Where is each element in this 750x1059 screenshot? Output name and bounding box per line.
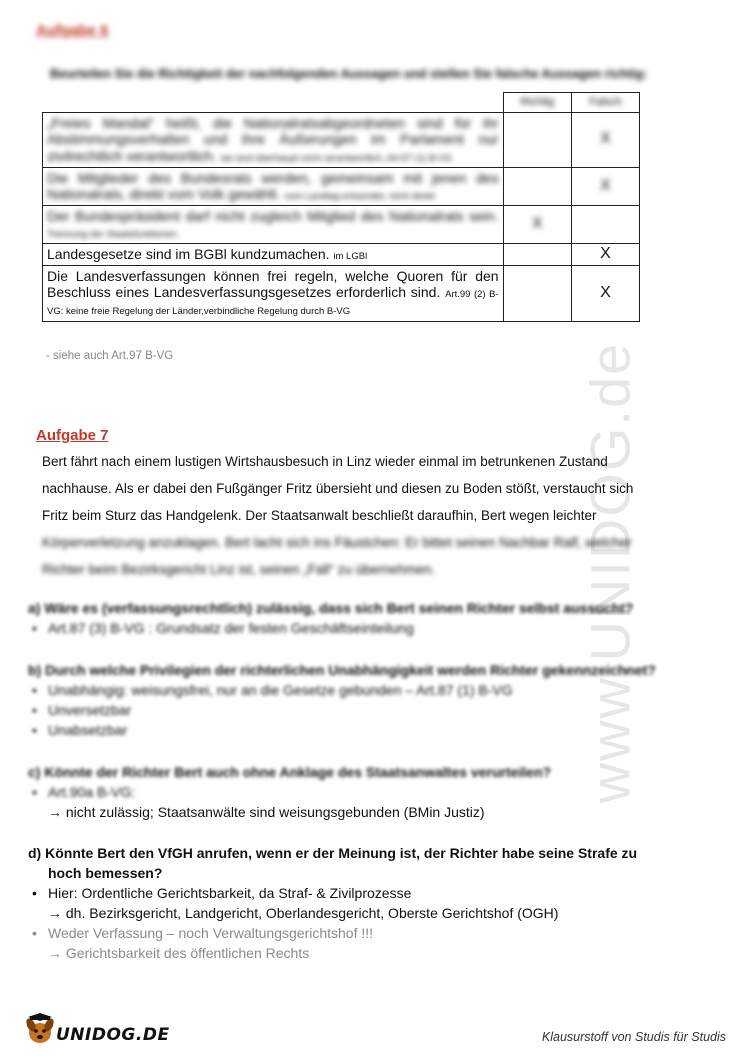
statement-text: Landesgesetze sind im BGBl kundzumachen. <box>47 245 330 262</box>
statement-note: sie sind überhaupt nicht verantwortlich, Art.57 (1) B-VG <box>220 153 453 164</box>
answer-arrow: → dh. Bezirksgericht, Landgericht, Oberlandesgericht, Oberste Gerichtshof (OGH) <box>48 905 559 921</box>
question-b <box>28 662 688 742</box>
table-row <box>43 167 640 205</box>
logo-text: UNIDOG.DE <box>56 1025 170 1045</box>
answer-bullet: • Art.87 (3) B-VG : Grundsatz der festen Geschäftseinteilung <box>28 620 688 640</box>
statement-text: Die Mitglieder des Bundesrats werden, gemeinsam mit jenen des Nationalrats, direkt vom Volk gewählt. <box>47 169 499 203</box>
mark-falsch: X <box>571 243 639 265</box>
answer-bullet: • Unabhängig: weisungsfrei, nur an die Gesetze gebunden – Art.87 (1) B-VG <box>28 682 688 702</box>
table-row <box>43 265 640 321</box>
statement-note: Art.99 (2) B-VG: keine freie Regelung der Länder,verbindliche Regelung durch B-VG <box>47 289 499 317</box>
column-richtig: Richtig <box>503 93 571 113</box>
text-line-blurred: Körperverletzung anzuklagen. Bert lacht sich ins Fäustchen: Er bittet seinen Nachbar Ralf, welcher <box>42 535 632 550</box>
statement-text: Die Landesverfassungen können frei regeln, welche Quoren für den Beschluss eines Landesverfassungsgesetzes erforderlich sind. <box>47 267 499 301</box>
aufgabe7-title: Aufgabe 7 <box>36 427 109 444</box>
answer-arrow: → Gerichtsbarkeit des öffentlichen Rechts <box>48 945 310 961</box>
table-header-row <box>43 93 640 113</box>
statements-table <box>42 92 640 344</box>
question-c <box>28 764 688 824</box>
footer-logo <box>22 1013 170 1052</box>
question-a <box>28 600 688 640</box>
answer-bullet: • Hier: Ordentliche Gerichtsbarkeit, da Straf- & Zivilprozesse <box>28 885 688 905</box>
text-line: Fritz beim Sturz das Handgelenk. Der Staatsanwalt beschließt daraufhin, Bert wegen leichter <box>42 508 597 523</box>
footer-tagline: Klausurstoff von Studis für Studis <box>541 1030 726 1044</box>
statement-text: Der Bundespräsident darf nicht zugleich Mitglied des Nationalrats sein. <box>47 207 499 224</box>
answer-bullet: • Weder Verfassung – noch Verwaltungsgerichtshof !!! <box>28 925 688 945</box>
aufgabe7-text <box>42 448 660 583</box>
statement-note: im LGBl <box>333 250 368 262</box>
mark-falsch: X <box>571 167 639 205</box>
answer-bullet: • Art.90a B-VG: <box>28 784 688 804</box>
question-text: a) Wäre es (verfassungsrechtlich) zulässig, dass sich Bert seinen Richter selbst aussucht? <box>28 600 634 616</box>
mark-falsch <box>571 205 639 243</box>
mark-richtig <box>503 167 571 205</box>
table-row <box>43 243 640 265</box>
mark-falsch: X <box>571 112 639 167</box>
text-line-blurred: Richter beim Bezirksgericht Linz ist, seinen „Fall“ zu übernehmen. <box>42 562 436 577</box>
mark-falsch: X <box>571 265 639 321</box>
table-row <box>43 205 640 243</box>
mark-richtig <box>503 265 571 321</box>
question-text: b) Durch welche Privilegien der richterlichen Unabhängigkeit werden Richter gekennzeichnet? <box>28 662 656 678</box>
dog-mascot-icon <box>22 1013 58 1047</box>
column-falsch: Falsch <box>571 93 639 113</box>
mark-richtig <box>503 243 571 265</box>
statement-note: Trennung der Staatsfunktionen <box>47 229 178 241</box>
answer-bullet: • Unabsetzbar <box>28 722 688 742</box>
watermark: www.UNIDOG.de <box>578 341 642 804</box>
question-d <box>28 845 688 965</box>
question-text: d) Könnte Bert den VfGH anrufen, wenn er der Meinung ist, der Richter habe seine Strafe zu <box>28 845 638 861</box>
question-text: c) Könnte der Richter Bert auch ohne Anklage des Staatsanwaltes verurteilen? <box>28 764 552 780</box>
mark-richtig <box>503 112 571 167</box>
answer-bullet: • Unversetzbar <box>28 702 688 722</box>
statement-note: vom Landtag entsendet, nicht direkt <box>284 191 435 203</box>
mark-richtig: X <box>503 205 571 243</box>
text-line: nachhause. Als er dabei den Fußgänger Fritz übersieht und diesen zu Boden stößt, verstaucht sich <box>42 481 634 496</box>
question-text-cont: hoch bemessen? <box>48 865 163 881</box>
aufgabe6-title: Aufgabe 6 <box>36 22 109 39</box>
statement-text: „Freies Mandat“ heißt, die Nationalratsabgeordneten sind für ihr Abstimmungsverhalten und ihre Äußerungen im Parlament nur zivilrechtlich verantwortlich. <box>47 114 499 164</box>
answer-arrow: → nicht zulässig; Staatsanwälte sind weisungsgebunden (BMin Justiz) <box>48 804 485 820</box>
aufgabe6-footnote: - siehe auch Art.97 B-VG <box>46 350 174 362</box>
text-line: Bert fährt nach einem lustigen Wirtshausbesuch in Linz wieder einmal im betrunkenen Zustand <box>42 454 608 469</box>
table-row <box>43 112 640 167</box>
aufgabe6-instruction: Beurteilen Sie die Richtigkeit der nachfolgenden Aussagen und stellen Sie falsche Aussagen richtig: <box>50 67 648 81</box>
